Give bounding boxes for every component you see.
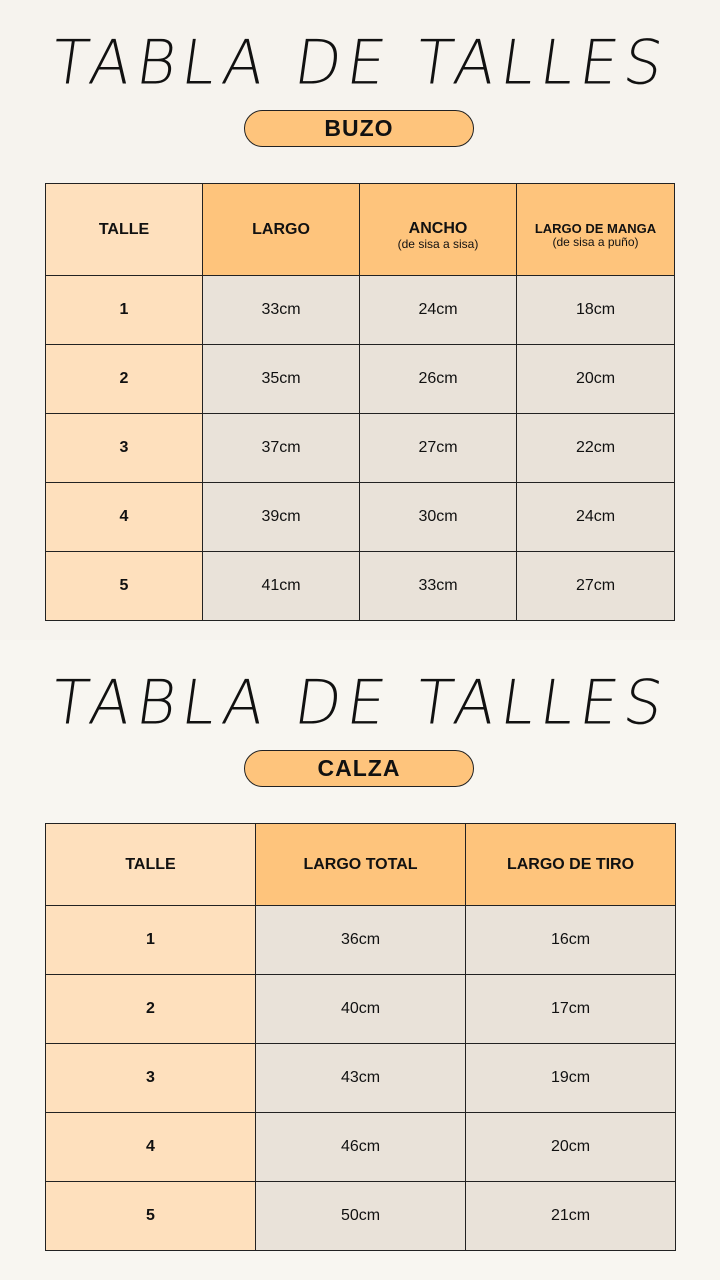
buzo-label-pill: BUZO [244, 110, 474, 147]
calza-measure-cell: 36cm [256, 906, 466, 975]
calza-measure-cell: 16cm [466, 906, 676, 975]
calza-measure-cell: 19cm [466, 1044, 676, 1113]
buzo-header-manga-sub: (de sisa a puño) [552, 235, 639, 249]
buzo-measure-cell: 41cm [203, 552, 360, 621]
buzo-measure-cell: 33cm [360, 552, 517, 621]
buzo-title: TABLA DE TALLES [46, 27, 674, 99]
calza-title: TABLA DE TALLES [46, 667, 674, 739]
buzo-size-cell: 4 [46, 483, 203, 552]
buzo-measure-cell: 22cm [517, 414, 675, 483]
calza-size-cell: 2 [46, 975, 256, 1044]
calza-measure-cell: 43cm [256, 1044, 466, 1113]
buzo-header-largo-manga: LARGO DE MANGA (de sisa a puño) [517, 184, 675, 276]
buzo-size-cell: 2 [46, 345, 203, 414]
buzo-header-largo: LARGO [203, 184, 360, 276]
buzo-table-row [46, 552, 675, 621]
calza-table-row [46, 1113, 676, 1182]
buzo-measure-cell: 37cm [203, 414, 360, 483]
calza-table-row [46, 1182, 676, 1251]
buzo-table-row [46, 483, 675, 552]
buzo-measure-cell: 27cm [360, 414, 517, 483]
calza-table-row [46, 975, 676, 1044]
calza-measure-cell: 46cm [256, 1113, 466, 1182]
calza-header-largo-total: LARGO TOTAL [256, 824, 466, 906]
calza-header-row [46, 824, 676, 906]
buzo-header-ancho-sub: (de sisa a sisa) [397, 236, 479, 251]
buzo-measure-cell: 27cm [517, 552, 675, 621]
calza-size-cell: 3 [46, 1044, 256, 1113]
calza-measure-cell: 40cm [256, 975, 466, 1044]
calza-measure-cell: 50cm [256, 1182, 466, 1251]
calza-size-cell: 1 [46, 906, 256, 975]
buzo-measure-cell: 24cm [360, 276, 517, 345]
buzo-measure-cell: 18cm [517, 276, 675, 345]
calza-size-table [45, 823, 676, 1251]
calza-table-row [46, 906, 676, 975]
buzo-table-row [46, 345, 675, 414]
buzo-measure-cell: 35cm [203, 345, 360, 414]
calza-measure-cell: 21cm [466, 1182, 676, 1251]
buzo-size-cell: 5 [46, 552, 203, 621]
calza-header-largo-tiro: LARGO DE TIRO [466, 824, 676, 906]
buzo-measure-cell: 20cm [517, 345, 675, 414]
buzo-measure-cell: 33cm [203, 276, 360, 345]
buzo-size-cell: 3 [46, 414, 203, 483]
buzo-size-table [45, 183, 675, 621]
buzo-measure-cell: 39cm [203, 483, 360, 552]
calza-label-pill: CALZA [244, 750, 474, 787]
buzo-measure-cell: 26cm [360, 345, 517, 414]
buzo-header-row [46, 184, 675, 276]
calza-measure-cell: 17cm [466, 975, 676, 1044]
calza-section [0, 640, 720, 1280]
buzo-measure-cell: 30cm [360, 483, 517, 552]
calza-measure-cell: 20cm [466, 1113, 676, 1182]
calza-size-cell: 5 [46, 1182, 256, 1251]
calza-header-talle: TALLE [46, 824, 256, 906]
calza-table-row [46, 1044, 676, 1113]
buzo-header-ancho: ANCHO (de sisa a sisa) [360, 184, 517, 276]
buzo-table-row [46, 414, 675, 483]
calza-size-cell: 4 [46, 1113, 256, 1182]
buzo-header-talle: TALLE [46, 184, 203, 276]
buzo-table-row [46, 276, 675, 345]
buzo-measure-cell: 24cm [517, 483, 675, 552]
buzo-size-cell: 1 [46, 276, 203, 345]
